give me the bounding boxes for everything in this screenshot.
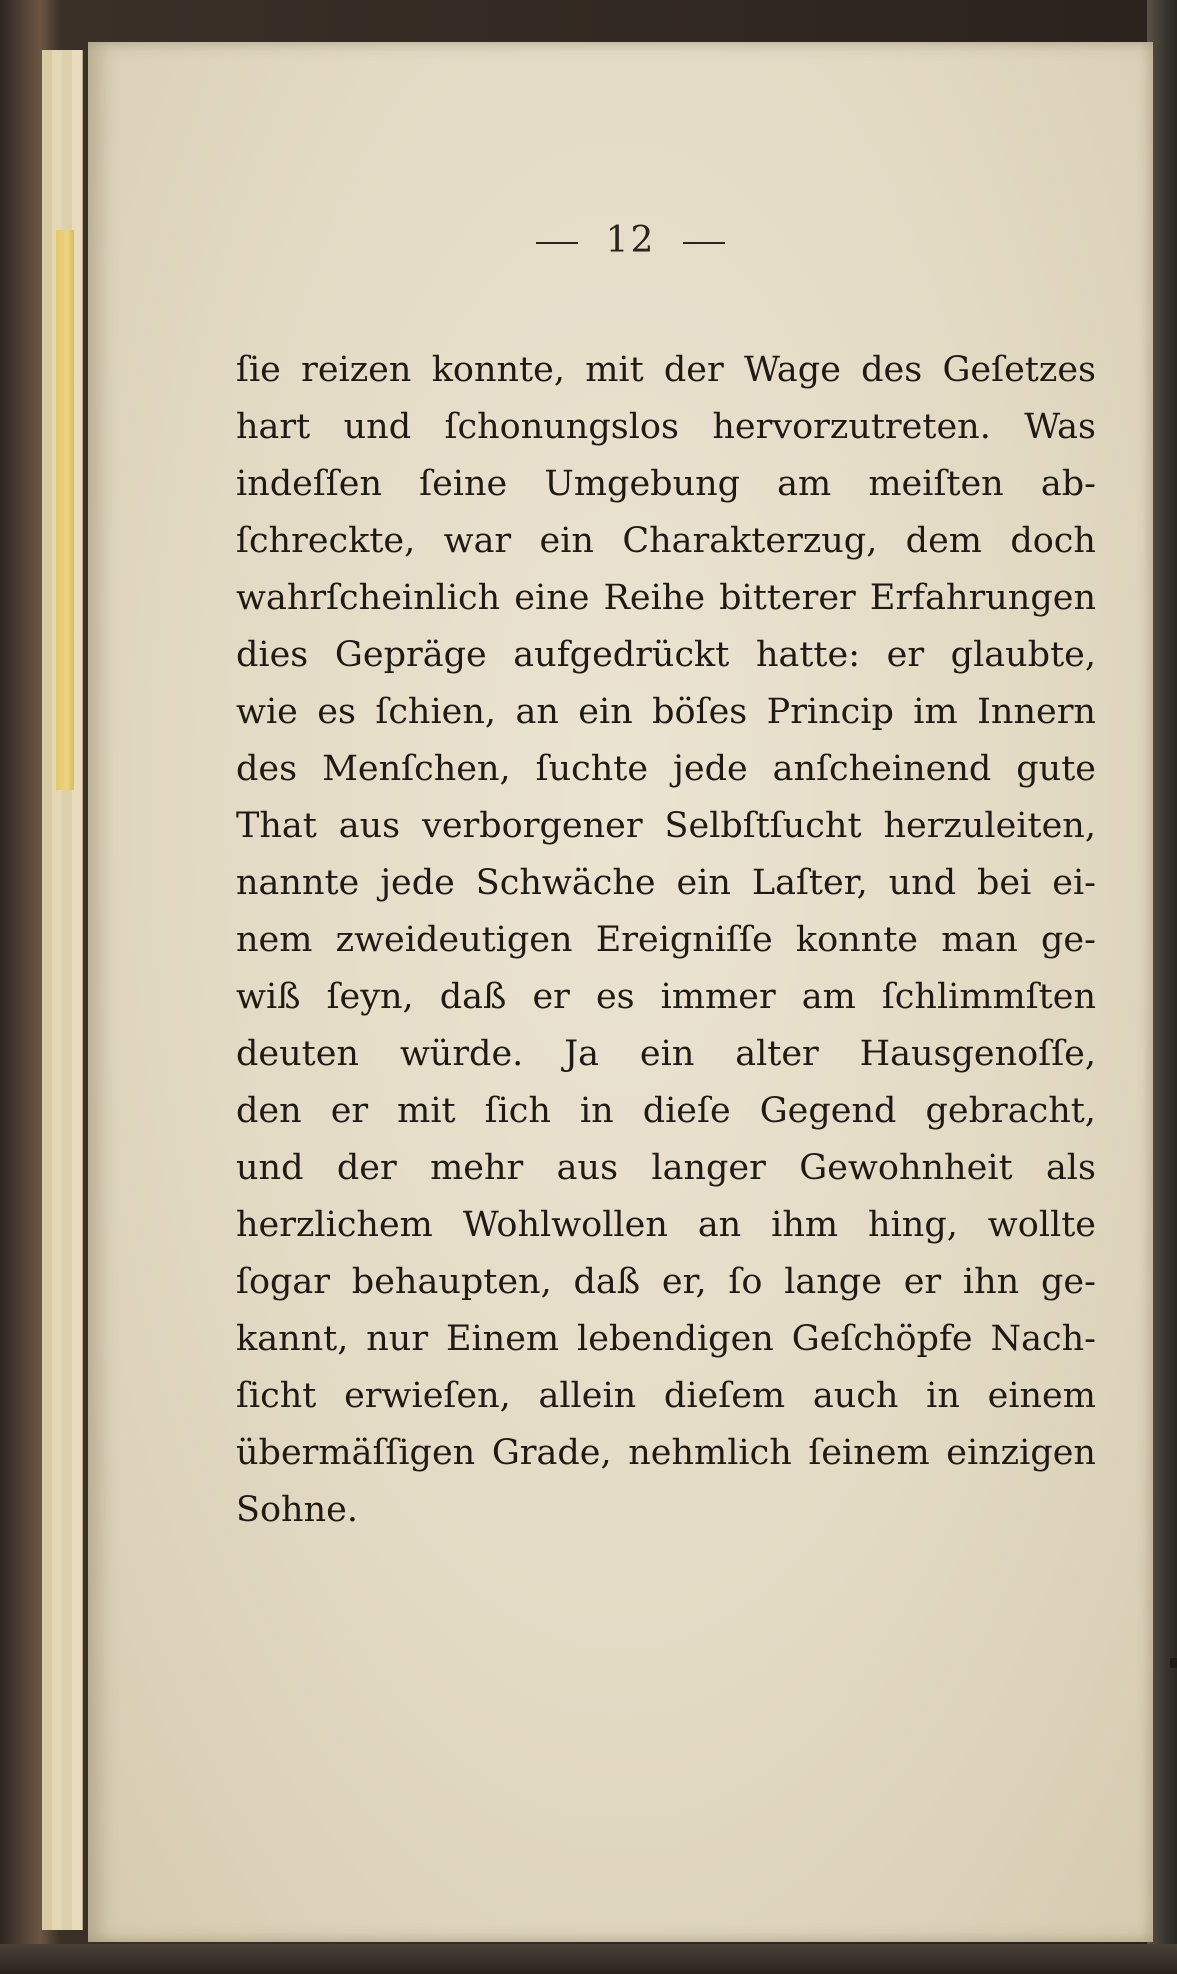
word: langer — [651, 1148, 766, 1188]
word: Menſchen, — [322, 749, 511, 789]
word: ſchonungslos — [444, 407, 679, 447]
word: im — [913, 692, 958, 732]
text-line — [236, 456, 1096, 513]
word: mit — [397, 1091, 456, 1131]
word: aus — [338, 806, 401, 846]
word: es — [317, 692, 356, 732]
yellow-page-edge — [56, 230, 74, 790]
word: Hausgenoſſe, — [859, 1034, 1096, 1074]
word: dies — [236, 635, 309, 675]
text-line — [236, 684, 1096, 741]
word: gebracht, — [925, 1091, 1096, 1131]
word: Gepräge — [334, 635, 487, 675]
word: Laſter, — [751, 863, 868, 903]
word: Umgebung — [544, 464, 741, 504]
word: und — [343, 407, 412, 447]
word: wollte — [987, 1205, 1096, 1245]
word: Schwäche — [475, 863, 656, 903]
word: in — [926, 1376, 960, 1416]
word: Ja — [564, 1034, 600, 1074]
word: doch — [1010, 521, 1096, 561]
word: kannt, — [236, 1319, 349, 1359]
word: es — [595, 977, 635, 1017]
word: ſich — [484, 1091, 551, 1131]
word: glaubte, — [950, 635, 1096, 675]
word: jede — [673, 749, 748, 789]
word: böſes — [652, 692, 748, 732]
word: hart — [236, 407, 311, 447]
ink-mark — [1170, 1658, 1177, 1668]
text-line — [236, 342, 1096, 399]
word: er, — [661, 1262, 707, 1302]
word: Einem — [445, 1319, 560, 1359]
word: ſeinem — [808, 1433, 930, 1473]
book-page — [88, 42, 1153, 1942]
word: auch — [812, 1376, 899, 1416]
word: ei- — [1052, 863, 1096, 903]
word: verborgener — [422, 806, 643, 846]
word: Princip — [766, 692, 894, 732]
word: ſeyn, — [326, 977, 414, 1017]
word: lange — [784, 1262, 882, 1302]
word: wiß — [236, 977, 301, 1017]
word: er — [886, 635, 925, 675]
word: daß — [439, 977, 507, 1017]
word: Geſetzes — [942, 350, 1096, 390]
word: ein — [639, 1034, 695, 1074]
word: hing, — [868, 1205, 958, 1245]
text-line — [236, 1368, 1096, 1425]
word: Innern — [977, 692, 1096, 732]
page-number: 12 — [605, 220, 656, 261]
word: der — [663, 350, 724, 390]
word: ſicht — [236, 1376, 317, 1416]
word: des — [236, 749, 298, 789]
word: nur — [366, 1319, 429, 1359]
word: dieſem — [663, 1376, 786, 1416]
word: Nach- — [990, 1319, 1096, 1359]
word: bei — [977, 863, 1032, 903]
left-dash — [536, 242, 578, 244]
text-line — [236, 1425, 1096, 1482]
word: der — [336, 1148, 397, 1188]
text-line — [236, 912, 1096, 969]
word: ſo — [728, 1262, 763, 1302]
word: war — [443, 521, 512, 561]
text-line — [236, 1197, 1096, 1254]
word: wahrſcheinlich — [236, 578, 501, 618]
word: herzlichem — [236, 1205, 433, 1245]
word: behaupten, — [351, 1262, 552, 1302]
word: ihn — [962, 1262, 1020, 1302]
word: eine — [514, 578, 590, 618]
word: ge- — [1041, 920, 1096, 960]
right-dash — [683, 242, 725, 244]
word: indeſſen — [236, 464, 383, 504]
word: wie — [236, 692, 298, 732]
word: Selbſtſucht — [664, 806, 862, 846]
word: ſuchte — [535, 749, 649, 789]
text-line — [236, 1482, 1096, 1539]
word: immer — [660, 977, 776, 1017]
word: konnte — [795, 920, 919, 960]
word: an — [515, 692, 559, 732]
word: lebendigen — [577, 1319, 774, 1359]
word: hatte: — [755, 635, 860, 675]
word: Wohlwollen — [462, 1205, 668, 1245]
word: reizen — [301, 350, 412, 390]
text-line — [236, 969, 1096, 1026]
word: und — [236, 1148, 304, 1188]
text-line — [236, 513, 1096, 570]
word: ſeine — [419, 464, 508, 504]
word: ſchreckte, — [236, 521, 416, 561]
word: würde. — [399, 1034, 524, 1074]
word: jede — [380, 863, 455, 903]
body-text — [236, 342, 1096, 1539]
word: mehr — [430, 1148, 524, 1188]
word: nehmlich — [628, 1433, 792, 1473]
word: deuten — [236, 1034, 359, 1074]
word: aufgedrückt — [513, 635, 730, 675]
text-line — [236, 627, 1096, 684]
word: konnte, — [431, 350, 565, 390]
word: nem — [236, 920, 313, 960]
word: Gewohnheit — [799, 1148, 1013, 1188]
word: Erfahrungen — [869, 578, 1096, 618]
text-line — [236, 855, 1096, 912]
word: ab- — [1040, 464, 1096, 504]
word: am — [801, 977, 856, 1017]
word: Ereigniſſe — [595, 920, 773, 960]
word: Was — [1024, 407, 1096, 447]
word: zweideutigen — [335, 920, 573, 960]
word: ſchlimmſten — [881, 977, 1096, 1017]
text-line — [236, 399, 1096, 456]
word: alter — [735, 1034, 819, 1074]
text-line — [236, 1254, 1096, 1311]
word: anſcheinend — [772, 749, 992, 789]
word: einzigen — [946, 1433, 1096, 1473]
text-line — [236, 1083, 1096, 1140]
word: Gegend — [759, 1091, 897, 1131]
word: am — [777, 464, 832, 504]
text-line — [236, 1140, 1096, 1197]
word: ein — [676, 863, 731, 903]
word: dem — [905, 521, 982, 561]
word: Geſchöpfe — [791, 1319, 973, 1359]
word: That — [236, 806, 317, 846]
word: Sohne. — [236, 1490, 358, 1530]
word: ein — [578, 692, 633, 732]
word: Wage — [743, 350, 841, 390]
book-cover-bottom-edge — [0, 1944, 1177, 1974]
word: allein — [538, 1376, 637, 1416]
text-line — [236, 798, 1096, 855]
word: daß — [573, 1262, 641, 1302]
word: erwieſen, — [344, 1376, 511, 1416]
word: ſchien, — [375, 692, 497, 732]
word: als — [1045, 1148, 1096, 1188]
page-number-header — [88, 220, 1173, 261]
word: einem — [987, 1376, 1096, 1416]
word: herzuleiten, — [883, 806, 1096, 846]
word: meiſten — [868, 464, 1004, 504]
word: Reihe — [603, 578, 706, 618]
word: ein — [539, 521, 594, 561]
word: an — [697, 1205, 742, 1245]
word: ge- — [1040, 1262, 1096, 1302]
word: und — [888, 863, 957, 903]
word: bitterer — [719, 578, 856, 618]
word: Charakterzug, — [622, 521, 878, 561]
text-line — [236, 741, 1096, 798]
word: ihm — [771, 1205, 839, 1245]
word: in — [579, 1091, 614, 1131]
word: hervorzutreten. — [712, 407, 991, 447]
word: man — [941, 920, 1018, 960]
word: er — [532, 977, 570, 1017]
word: gute — [1016, 749, 1096, 789]
text-line — [236, 1311, 1096, 1368]
word: er — [903, 1262, 942, 1302]
word: ſogar — [236, 1262, 331, 1302]
text-line — [236, 1026, 1096, 1083]
word: übermäſſigen — [236, 1433, 476, 1473]
word: dieſe — [642, 1091, 731, 1131]
word: den — [236, 1091, 302, 1131]
text-line — [236, 570, 1096, 627]
word: des — [861, 350, 923, 390]
word: aus — [556, 1148, 619, 1188]
word: er — [330, 1091, 369, 1131]
word: ſie — [236, 350, 281, 390]
word: mit — [585, 350, 644, 390]
word: nannte — [236, 863, 360, 903]
word: Grade, — [491, 1433, 612, 1473]
